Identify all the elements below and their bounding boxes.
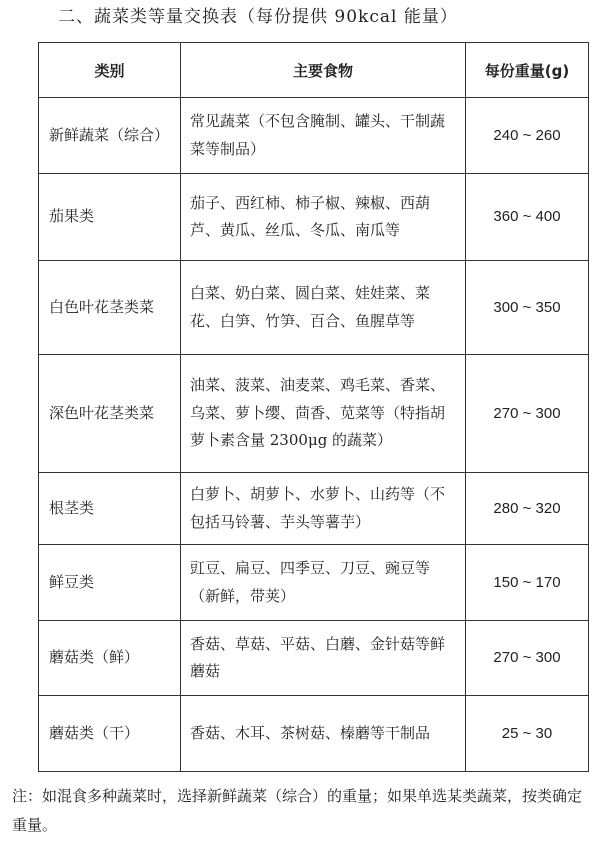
- foods-cell: 茄子、西红柿、柿子椒、辣椒、西葫芦、黄瓜、丝瓜、冬瓜、南瓜等: [181, 174, 466, 261]
- weight-cell: 280 ~ 320: [466, 473, 589, 545]
- category-cell: 白色叶花茎类菜: [39, 261, 181, 355]
- foods-cell: 白菜、奶白菜、圆白菜、娃娃菜、菜花、白笋、竹笋、百合、鱼腥草等: [181, 261, 466, 355]
- table-row: [39, 473, 589, 545]
- table-row: [39, 621, 589, 696]
- table-row: [39, 174, 589, 261]
- weight-cell: 270 ~ 300: [466, 355, 589, 473]
- table-row: [39, 98, 589, 174]
- page-title: 二、蔬菜类等量交换表（每份提供 90kcal 能量）: [58, 7, 458, 27]
- weight-cell: 270 ~ 300: [466, 621, 589, 696]
- category-cell: 蘑菇类（鲜）: [39, 621, 181, 696]
- category-cell: 鲜豆类: [39, 545, 181, 621]
- vegetable-exchange-table: [38, 42, 589, 772]
- weight-cell: 300 ~ 350: [466, 261, 589, 355]
- foods-cell: 白萝卜、胡萝卜、水萝卜、山药等（不包括马铃薯、芋头等薯芋）: [181, 473, 466, 545]
- category-cell: 根茎类: [39, 473, 181, 545]
- foods-cell: 香菇、草菇、平菇、白蘑、金针菇等鲜蘑菇: [181, 621, 466, 696]
- foods-cell: 豇豆、扁豆、四季豆、刀豆、豌豆等（新鲜，带荚）: [181, 545, 466, 621]
- category-cell: 新鲜蔬菜（综合）: [39, 98, 181, 174]
- foods-cell: 常见蔬菜（不包含腌制、罐头、干制蔬菜等制品）: [181, 98, 466, 174]
- weight-cell: 240 ~ 260: [466, 98, 589, 174]
- weight-cell: 150 ~ 170: [466, 545, 589, 621]
- header-category: 类别: [39, 43, 181, 98]
- table-row: [39, 261, 589, 355]
- category-cell: 深色叶花茎类菜: [39, 355, 181, 473]
- foods-cell: 油菜、菠菜、油麦菜、鸡毛菜、香菜、乌菜、萝卜缨、茴香、苋菜等（特指胡萝卜素含量 2300μg 的蔬菜）: [181, 355, 466, 473]
- category-cell: 蘑菇类（干）: [39, 696, 181, 772]
- table-row: [39, 696, 589, 772]
- table-row: [39, 355, 589, 473]
- category-cell: 茄果类: [39, 174, 181, 261]
- weight-cell: 360 ~ 400: [466, 174, 589, 261]
- header-main-foods: 主要食物: [181, 43, 466, 98]
- header-weight: 每份重量(g): [466, 43, 589, 98]
- weight-cell: 25 ~ 30: [466, 696, 589, 772]
- table-header-row: [39, 43, 589, 98]
- foods-cell: 香菇、木耳、茶树菇、榛蘑等干制品: [181, 696, 466, 772]
- table-row: [39, 545, 589, 621]
- footnote: 注：如混食多种蔬菜时，选择新鲜蔬菜（综合）的重量；如果单选某类蔬菜，按类确定重量。: [12, 787, 583, 834]
